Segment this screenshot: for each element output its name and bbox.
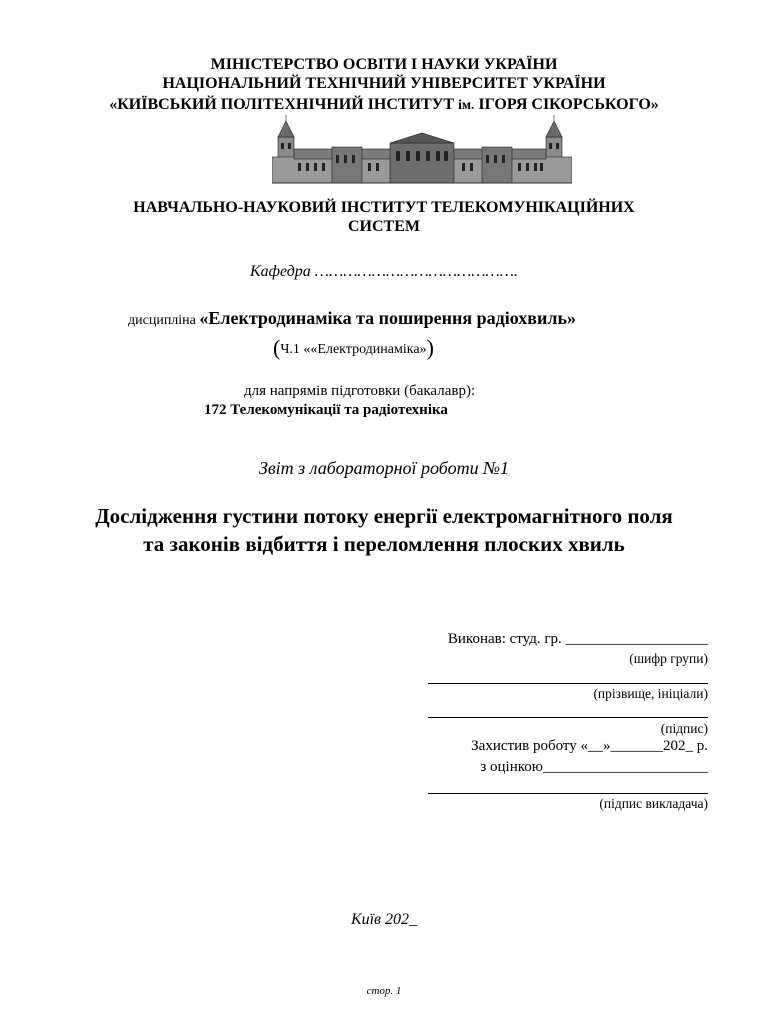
institute-line-2: СИСТЕМ	[348, 218, 420, 235]
directions-value: 172 Телекомунікації та радіотехніка	[204, 402, 448, 418]
performed-by-line: Виконав: студ. гр. ___________________	[447, 631, 708, 647]
teacher-signature-underline	[428, 793, 708, 794]
defended-line: Захистив роботу «__»_______202_ р.	[471, 738, 708, 754]
signature-underline	[428, 717, 708, 718]
department-value: …………………………………….	[310, 263, 518, 280]
kpi-text-b: ім.	[458, 97, 475, 112]
discipline-label: дисципліна	[128, 313, 200, 328]
part-close-paren: )	[426, 335, 434, 360]
discipline-part: Ч.1 ««Електродинаміка»	[280, 342, 427, 357]
institute-block	[0, 198, 768, 236]
department-line	[250, 263, 518, 281]
work-title-line-1: Дослідження густини потоку енергії електромагнітного поля	[95, 504, 673, 528]
university-line	[0, 74, 768, 93]
discipline-part-line	[273, 333, 434, 359]
discipline-line	[128, 308, 576, 329]
kpi-line	[0, 95, 768, 114]
institute-line-1: НАВЧАЛЬНО-НАУКОВИЙ ІНСТИТУТ ТЕЛЕКОМУНІКАЦІЙНИХ	[133, 199, 635, 216]
grade-line: з оцінкою______________________	[480, 759, 708, 775]
report-subtitle: Звіт з лабораторної роботи №1	[258, 458, 510, 478]
signature-hint: (підпис)	[660, 721, 708, 736]
department-label: Кафедра	[250, 263, 311, 280]
name-underline	[428, 683, 708, 684]
discipline-name: «Електродинаміка та поширення радіохвиль»	[199, 308, 576, 328]
teacher-signature-hint: (підпис викладача)	[599, 796, 708, 811]
work-title	[0, 502, 768, 558]
university-building-image	[272, 115, 572, 185]
name-hint: (прізвище, ініціали)	[593, 686, 708, 701]
city-year: Київ 202_	[350, 911, 417, 928]
kpi-text-c: ІГОРЯ СІКОРСЬКОГО»	[474, 96, 659, 113]
university-text: НАЦІОНАЛЬНИЙ ТЕХНІЧНИЙ УНІВЕРСИТЕТ УКРАЇНИ	[162, 75, 606, 92]
directions-label: для напрямів підготовки (бакалавр):	[244, 383, 476, 399]
page-number: стор. 1	[366, 985, 402, 997]
work-title-line-2: та законів відбиття і переломлення плоских хвиль	[143, 532, 625, 556]
ministry-text: МІНІСТЕРСТВО ОСВІТИ І НАУКИ УКРАЇНИ	[210, 56, 558, 73]
part-open-paren: (	[273, 335, 281, 360]
ministry-line	[0, 55, 768, 74]
group-code-hint: (шифр групи)	[629, 651, 708, 666]
kpi-text-a: «КИЇВСЬКИЙ ПОЛІТЕХНІЧНИЙ ІНСТИТУТ	[109, 96, 459, 113]
